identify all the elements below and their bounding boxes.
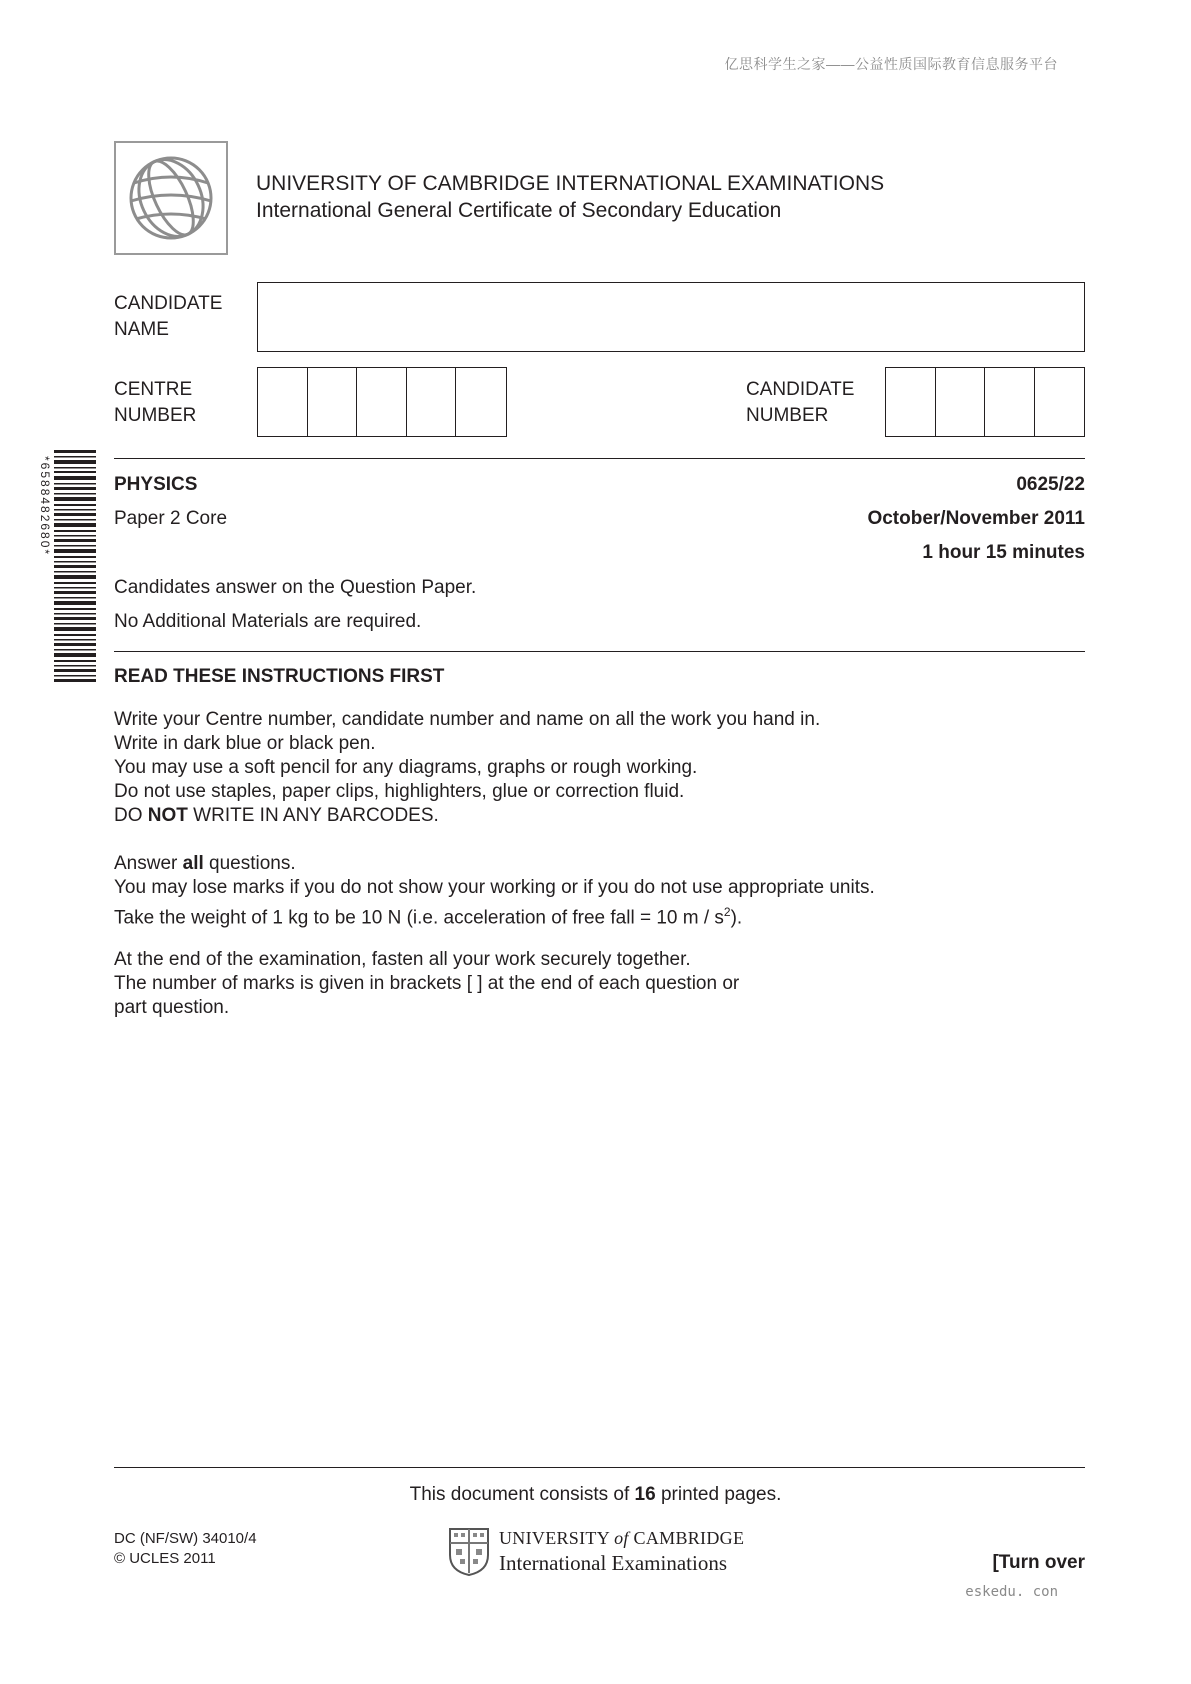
instruction-line-answer-all: Answer all questions. xyxy=(114,853,296,874)
page-count-note: This document consists of 16 printed pages. xyxy=(409,1484,782,1505)
copyright-notice: © UCLES 2011 xyxy=(114,1550,216,1567)
subject-title: PHYSICS xyxy=(114,474,198,495)
ucie-wordmark-line1: UNIVERSITY of CAMBRIDGE xyxy=(499,1528,745,1548)
exam-session: October/November 2011 xyxy=(867,508,1085,529)
candidate-name-label xyxy=(114,291,222,343)
instructions-block-1 xyxy=(114,708,820,828)
materials-note: No Additional Materials are required. xyxy=(114,611,422,632)
instruction-line: Write your Centre number, candidate number and name on all the work you hand in. xyxy=(114,709,821,730)
exam-board-title: UNIVERSITY OF CAMBRIDGE INTERNATIONAL EXAMINATIONS xyxy=(256,172,885,195)
qualification-title: International General Certificate of Secondary Education xyxy=(256,199,782,222)
centre-number-label-line1: CENTRE xyxy=(114,379,193,400)
centre-number-digit-box[interactable] xyxy=(456,368,506,436)
candidate-number-digit-box[interactable] xyxy=(1035,368,1085,436)
centre-number-digit-box[interactable] xyxy=(258,368,308,436)
syllabus-code: 0625/22 xyxy=(1016,474,1085,495)
candidate-number-label-line2: NUMBER xyxy=(746,405,829,426)
document-reference: DC (NF/SW) 34010/4 xyxy=(114,1530,257,1547)
answer-location-note: Candidates answer on the Question Paper. xyxy=(114,577,477,598)
centre-number-boxes[interactable] xyxy=(257,367,507,437)
centre-number-label xyxy=(114,377,196,429)
instruction-line: Write in dark blue or black pen. xyxy=(114,733,376,754)
divider-top xyxy=(114,458,1085,459)
candidate-number-digit-box[interactable] xyxy=(886,368,936,436)
instructions-block-2 xyxy=(114,852,875,930)
instruction-line-weight: Take the weight of 1 kg to be 10 N (i.e. acceleration of free fall = 10 m / $s^2$). xyxy=(114,905,743,929)
candidate-name-label-line1: CANDIDATE xyxy=(114,293,223,314)
instruction-line-barcodes: DO NOT WRITE IN ANY BARCODES. xyxy=(114,805,439,826)
instruction-line: Do not use staples, paper clips, highlighters, glue or correction fluid. xyxy=(114,781,685,802)
instruction-line: The number of marks is given in brackets [ ] at the end of each question or xyxy=(114,973,740,994)
instruction-line: part question. xyxy=(114,997,230,1018)
candidate-name-field[interactable] xyxy=(257,282,1085,352)
centre-number-label-line2: NUMBER xyxy=(114,405,197,426)
candidate-number-boxes[interactable] xyxy=(885,367,1085,437)
watermark-text: 亿思科学生之家——公益性质国际教育信息服务平台 xyxy=(724,56,1058,72)
ucie-wordmark-line2: International Examinations xyxy=(499,1551,728,1575)
turn-over-label: [Turn over xyxy=(992,1552,1085,1573)
instructions-block-3 xyxy=(114,948,739,1020)
exam-duration: 1 hour 15 minutes xyxy=(922,542,1085,563)
instruction-line: You may use a soft pencil for any diagrams, graphs or rough working. xyxy=(114,757,698,778)
candidate-number-label-line1: CANDIDATE xyxy=(746,379,855,400)
site-watermark: eskedu. con xyxy=(965,1584,1058,1600)
barcode-digits: *6588482680* xyxy=(38,456,52,557)
divider-middle xyxy=(114,651,1085,652)
instructions-heading: READ THESE INSTRUCTIONS FIRST xyxy=(114,666,445,687)
centre-number-digit-box[interactable] xyxy=(357,368,407,436)
divider-footer xyxy=(114,1467,1085,1468)
cambridge-globe-logo xyxy=(114,141,228,255)
candidate-number-label xyxy=(746,377,854,429)
paper-title: Paper 2 Core xyxy=(114,508,228,529)
centre-number-digit-box[interactable] xyxy=(308,368,358,436)
candidate-name-label-line2: NAME xyxy=(114,319,169,340)
centre-number-digit-box[interactable] xyxy=(407,368,457,436)
instruction-line: You may lose marks if you do not show your working or if you do not use appropriate units. xyxy=(114,877,875,898)
candidate-number-digit-box[interactable] xyxy=(936,368,986,436)
globe-icon xyxy=(126,153,216,243)
cambridge-crest-icon xyxy=(448,1527,490,1577)
candidate-number-digit-box[interactable] xyxy=(985,368,1035,436)
instruction-line: At the end of the examination, fasten all your work securely together. xyxy=(114,949,691,970)
